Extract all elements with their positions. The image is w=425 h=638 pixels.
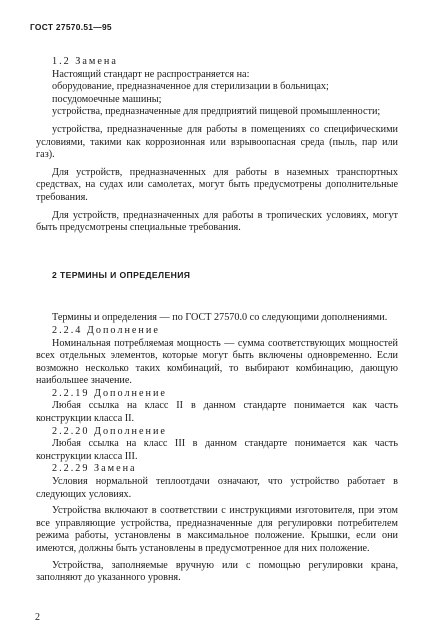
clause-2-2-29-heading: 2.2.29 Замена bbox=[52, 463, 137, 475]
document-body bbox=[36, 56, 398, 585]
page-number: 2 bbox=[35, 612, 40, 623]
document-header: ГОСТ 27570.51—95 bbox=[30, 22, 112, 32]
paragraph: Номинальная потребляемая мощность — сумма соответствующих мощностей всех отдельных элементов, которые могут быть включены одновременно. Если возможно несколько таких комбинаций, то выбирают комбинацию, дающую наибольшее значение. bbox=[36, 337, 398, 387]
paragraph: Настоящий стандарт не распространяется на: bbox=[52, 68, 250, 80]
clause-2-2-4-heading: 2.2.4 Дополнение bbox=[52, 324, 160, 336]
paragraph: Для устройств, предназначенных для работы в тропических условиях, могут быть предусмотрены специальные требования. bbox=[36, 209, 398, 234]
clause-2-2-19-heading: 2.2.19 Дополнение bbox=[52, 387, 167, 399]
paragraph: посудомоечные машины; bbox=[52, 93, 162, 105]
clause-2-2-20-heading: 2.2.20 Дополнение bbox=[52, 425, 167, 437]
paragraph: Условия нормальной теплоотдачи означают, что устройство работает в следующих условиях. bbox=[36, 476, 398, 500]
paragraph: устройства, предназначенные для предприятий пищевой промышленности; bbox=[52, 106, 381, 118]
paragraph: Любая ссылка на класс III в данном стандарте понимается как часть конструкции класса III. bbox=[36, 438, 398, 462]
section-2-title: 2 ТЕРМИНЫ И ОПРЕДЕЛЕНИЯ bbox=[52, 269, 191, 280]
paragraph: Термины и определения — по ГОСТ 27570.0 со следующими дополнениями. bbox=[52, 312, 388, 324]
clause-1-2-heading: 1.2 Замена bbox=[52, 56, 118, 67]
paragraph: Устройства включают в соответствии с инструкциями изготовителя, при этом все управляющие устройства, предназначенные для регулировки потребителем режима работы, установлены в максимальное положение. Крышки, если они имеются, должны быть установлены в предусмотренное для них положение. bbox=[36, 505, 398, 554]
paragraph: устройства, предназначенные для работы в помещениях со специфическими условиями, такими как коррозионная или взрывоопасная среда (пыль, пар или газ). bbox=[36, 123, 398, 161]
paragraph: Для устройств, предназначенных для работы в наземных транспортных средствах, на судах или самолетах, могут быть предусмотрены дополнительные требования. bbox=[36, 166, 398, 203]
paragraph: Устройства, заполняемые вручную или с помощью регулировки крана, заполняют до указанного уровня. bbox=[36, 559, 398, 584]
paragraph: оборудование, предназначенное для стерилизации в больницах; bbox=[52, 81, 329, 93]
paragraph: Любая ссылка на класс II в данном стандарте понимается как часть конструкции класса II. bbox=[36, 400, 398, 425]
